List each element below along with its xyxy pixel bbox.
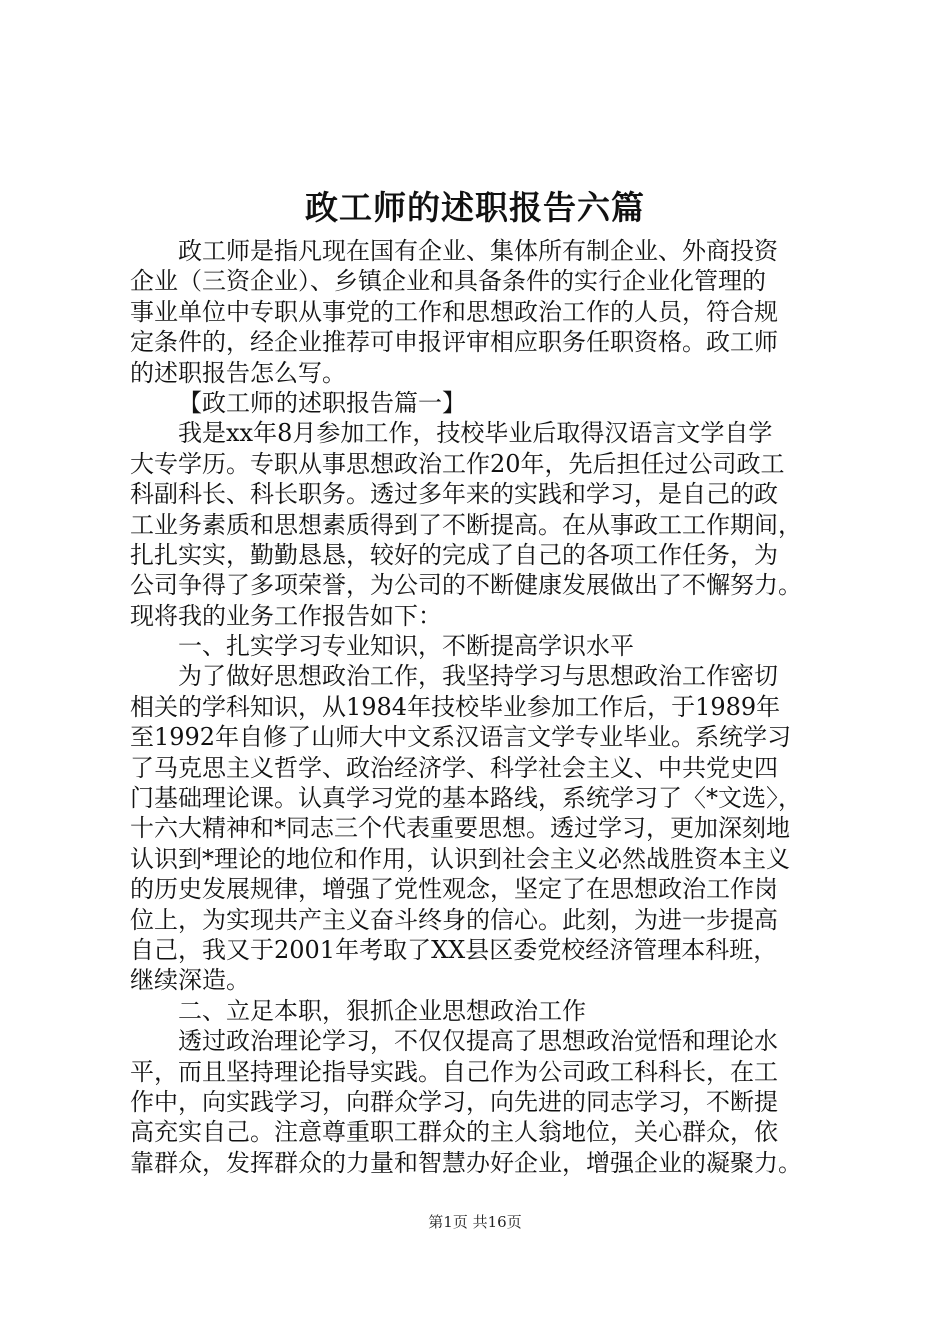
text-line: 自己，我又于2001年考取了XX县区委党校经济管理本科班，	[130, 935, 778, 964]
section-heading: 【政工师的述职报告篇一】	[178, 388, 466, 417]
text-line: 至1992年自修了山师大中文系汉语言文学专业毕业。系统学习	[130, 723, 792, 752]
text-line: 定条件的，经企业推荐可申报评审相应职务任职资格。政工师	[130, 328, 778, 357]
text-line: 透过政治理论学习，不仅仅提高了思想政治觉悟和理论水	[178, 1027, 778, 1056]
section-heading: 一、扎实学习专业知识，不断提高学识水平	[178, 632, 634, 661]
text-line: 为了做好思想政治工作，我坚持学习与思想政治工作密切	[178, 662, 778, 691]
text-line: 平，而且坚持理论指导实践。自己作为公司政工科科长，在工	[130, 1057, 778, 1086]
page-footer	[0, 1212, 950, 1232]
text-line: 了马克思主义哲学、政治经济学、科学社会主义、中共党史四	[130, 753, 778, 782]
text-line: 高充实自己。注意尊重职工群众的主人翁地位，关心群众，依	[130, 1118, 778, 1147]
text-line: 事业单位中专职从事党的工作和思想政治工作的人员，符合规	[130, 297, 778, 326]
text-line: 工业务素质和思想素质得到了不断提高。在从事政工工作期间，	[130, 510, 802, 539]
text-line: 政工师是指凡现在国有企业、集体所有制企业、外商投资	[178, 237, 778, 265]
text-line: 我是xx年8月参加工作，技校毕业后取得汉语言文学自学	[178, 419, 773, 448]
text-line: 公司争得了多项荣誉，为公司的不断健康发展做出了不懈努力。	[130, 571, 802, 600]
text-line: 门基础理论课。认真学习党的基本路线，系统学习了〈*文选〉，	[130, 784, 802, 813]
text-line: 企业（三资企业）、乡镇企业和具备条件的实行企业化管理的	[130, 267, 766, 296]
document-title: 政工师的述职报告六篇	[305, 188, 645, 227]
text-line: 靠群众，发挥群众的力量和智慧办好企业，增强企业的凝聚力。	[130, 1148, 802, 1177]
text-line: 现将我的业务工作报告如下：	[130, 601, 442, 630]
text-line: 作中，向实践学习，向群众学习，向先进的同志学习，不断提	[130, 1087, 778, 1116]
text-line: 位上，为实现共产主义奋斗终身的信心。此刻，为进一步提高	[130, 905, 778, 934]
text-line: 的历史发展规律，增强了党性观念，坚定了在思想政治工作岗	[130, 875, 778, 904]
document-body	[130, 236, 830, 1178]
text-line: 科副科长、科长职务。透过多年来的实践和学习，是自己的政	[130, 480, 778, 509]
text-line: 扎扎实实，勤勤恳恳，较好的完成了自己的各项工作任务，为	[130, 540, 778, 569]
page-number: 第1页 共16页	[428, 1213, 522, 1231]
text-line: 认识到*理论的地位和作用，认识到社会主义必然战胜资本主义	[130, 844, 790, 873]
text-line: 大专学历。专职从事思想政治工作20年，先后担任过公司政工	[130, 449, 785, 478]
section-heading: 二、立足本职，狠抓企业思想政治工作	[178, 996, 586, 1025]
text-line: 继续深造。	[130, 966, 250, 995]
text-line: 的述职报告怎么写。	[130, 358, 346, 387]
text-line: 十六大精神和*同志三个代表重要思想。透过学习，更加深刻地	[130, 814, 790, 843]
text-line: 相关的学科知识，从1984年技校毕业参加工作后，于1989年	[130, 692, 781, 721]
